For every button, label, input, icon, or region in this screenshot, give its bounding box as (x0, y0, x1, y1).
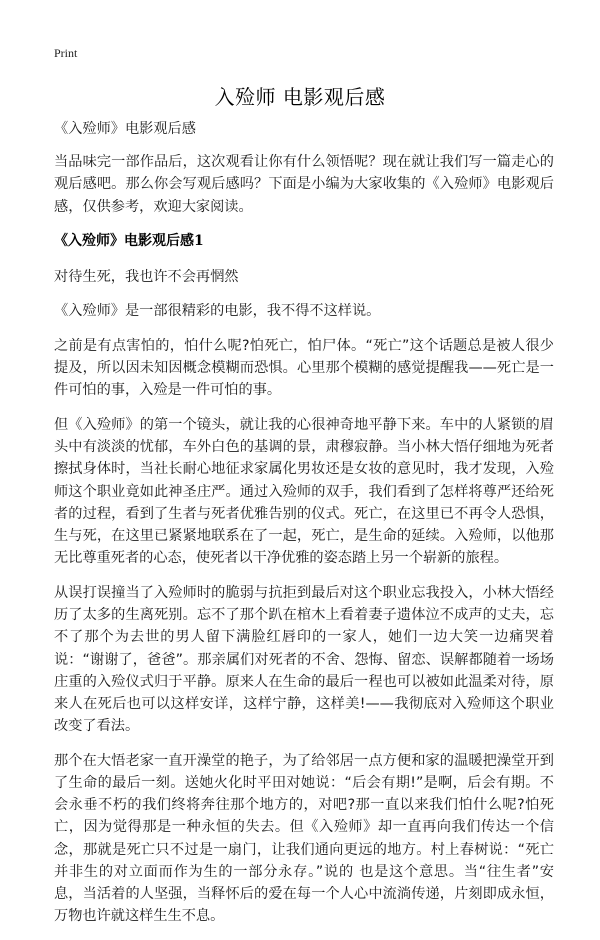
print-label: Print (54, 46, 78, 60)
article-subtitle: 《入殓师》电影观后感 (54, 121, 196, 137)
article-body (54, 118, 554, 940)
paragraph: 对待生死，我也许不会再惘然 (54, 268, 239, 285)
paragraph: 那个在大悟老家一直开澡堂的艳子，为了给邻居一点方便和家的温暖把澡堂开到了生命的最后一刻。送她火化时平田对她说：“后会有期!”是啊，后会有期。不会永垂不朽的我们终将奔往那个地方的，对吧?那一直以来我们怕什么呢?怕死亡，因为觉得那是一种永恒的失去。但《入殓师》却一直再向我们传达一个信念，那就是死亡只不过是一扇门，让我们通向更远的地方。村上春树说：“死亡并非生的对立面而作为生的一部分永存。”说的 也是这个意思。当“往生者”安息，当活着的人坚强，当释怀后的爱在每一个人心中流淌传递，片刻即成永恒，万物也许就这样生生不息。 (54, 752, 554, 925)
document-title: 入殓师 电影观后感 (214, 85, 386, 109)
section-heading: 《入殓师》电影观后感1 (54, 233, 204, 250)
paragraph: 之前是有点害怕的，怕什么呢?怕死亡，怕尸体。“死亡”这个话题总是被人很少提及，所以因未知因概念模糊而恐惧。心里那个模糊的感觉提醒我——死亡是一件可怕的事，入殓是一件可怕的事。 (54, 337, 554, 399)
paragraph: 《入殓师》是一部很精彩的电影，我不得不这样说。 (54, 303, 381, 320)
paragraph: 从误打误撞当了入殓师时的脆弱与抗拒到最后对这个职业忘我投入，小林大悟经历了太多的生离死别。忘不了那个趴在棺木上看着妻子遗体泣不成声的丈夫，忘不了那个为去世的男人留下满脸红唇印的一家人，她们一边大笑一边痛哭着说：“谢谢了，爸爸”。那亲属们对死者的不舍、怨悔、留恋、误解都随着一场场庄重的入殓仪式归于平静。原来人在生命的最后一程也可以被如此温柔对待，原来人在死后也可以这样安详，这样宁静，这样美!——我彻底对入殓师这个职业改变了看法。 (54, 584, 554, 735)
paragraph: 但《入殓师》的第一个镜头，就让我的心很神奇地平静下来。车中的人紧锁的眉头中有淡淡的忧郁，车外白色的基调的景，肃穆寂静。当小林大悟仔细地为死者擦拭身体时，当社长耐心地征求家属化男妆还是女妆的意见时，我才发现，入殓师这个职业竟如此神圣庄严。通过入殓师的双手，我们看到了怎样将尊严还给死者的过程，看到了生者与死者优雅告别的仪式。死亡，在这里已不再令人恐惧，生与死，在这里已紧紧地联系在了一起，死亡，是生命的延续。入殓师，以他那无比尊重死者的心态，使死者以干净优雅的姿态踏上另一个崭新的旅程。 (54, 417, 554, 567)
intro-paragraph: 当品味完一部作品后，这次观看让你有什么领悟呢？现在就让我们写一篇走心的观后感吧。那么你会写观后感吗？下面是小编为大家收集的《入殓师》电影观后感，仅供参考，欢迎大家阅读。 (54, 154, 554, 215)
